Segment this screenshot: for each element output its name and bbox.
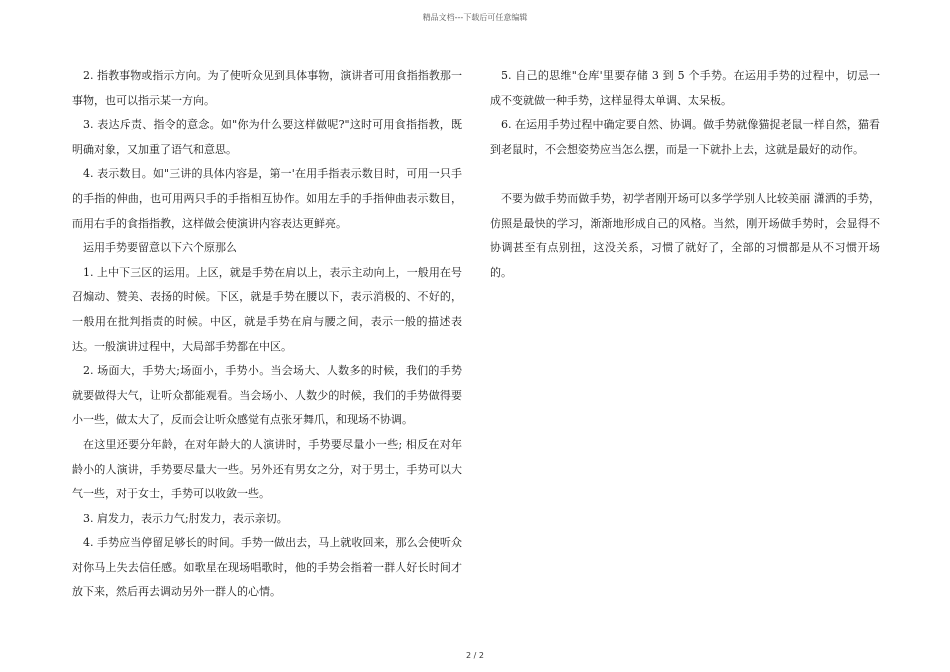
paragraph-principle-2: 2. 场面大，手势大;场面小，手势小。当会场大、人数多的时候，我们的手势就要做得大气，让听众都能观看。当会场小、人数少的时候，我们的手势做得要小一些，做太大了，反而会让听众感觉有点张牙舞爪，和现场不协调。 — [72, 364, 462, 427]
right-column — [490, 64, 880, 285]
paragraph-age-gender: 在这里还要分年龄，在对年龄大的人演讲时，手势要尽量小一些; 相反在对年龄小的人演讲，手势要尽量大一些。另外还有男女之分，对于男士，手势可以大气一些，对于女士，手势可以收敛一些。 — [72, 437, 462, 501]
paragraph-principle-1: 1. 上中下三区的运用。上区，就是手势在肩以上，表示主动向上，一般用在号召煽动、赞美、表扬的时候。下区，就是手势在腰以下，表示消极的、不好的，一般用在批判指责的时候。中区，就是手势在肩与腰之间，表示一般的描述表达。一般演讲过程中，大局部手势都在中区。 — [72, 265, 462, 353]
paragraph-gesture-number: 4. 表示数目。如"三讲的具体内容是，第一'在用手指表示数目时，可用一只手的手指的伸曲，也可用两只手的手指相互协作。如用左手的手指伸曲表示数目，而用右手的食指指教，这样做会使演讲内容表达更鲜亮。 — [72, 167, 462, 230]
section-heading-principles: 运用手势要留意以下六个原那么 — [83, 241, 237, 255]
paragraph-principle-5: 5. 自己的思维"仓库'里要存储 3 到 5 个手势。在运用手势的过程中，切忌一成不变就做一种手势，这样显得太单调、太呆板。 — [490, 69, 880, 107]
paragraph-spacer — [490, 162, 880, 187]
paragraph-principle-4: 4. 手势应当停留足够长的时间。手势一做出去，马上就收回来，那么会使听众对你马上失去信任感。如歌星在现场唱歌时，他的手势会指着一群人好长时间才放下来，然后再去调动另外一群人的心情。 — [72, 536, 462, 599]
page-number: 2 / 2 — [466, 651, 484, 660]
paragraph-closing: 不要为做手势而做手势，初学者刚开场可以多学学别人比较美丽 潇洒的手势，仿照是最快的学习，渐渐地形成自己的风格。当然，刚开场做手势时，会显得不协调甚至有点别扭，这没关系，习惯了就好了，全部的习惯都是从不习惯开场的。 — [490, 191, 880, 279]
paragraph-principle-3: 3. 肩发力，表示力气;肘发力，表示亲切。 — [83, 511, 288, 525]
page-header: 精品文档---下载后可任意编辑 — [422, 13, 528, 22]
left-column — [72, 64, 462, 605]
paragraph-gesture-rebuke: 3. 表达斥责、指令的意念。如"你为什么要这样做呢?"这时可用食指指教，既明确对象，又加重了语气和意思。 — [72, 118, 462, 156]
paragraph-gesture-point: 2. 指教事物或指示方向。为了使听众见到具体事物，演讲者可用食指指教那一事物，也可以指示某一方向。 — [72, 69, 462, 107]
paragraph-principle-6: 6. 在运用手势过程中确定要自然、协调。做手势就像猫捉老鼠一样自然，猫看到老鼠时，不会想姿势应当怎么摆，而是一下就扑上去，这就是最好的动作。 — [490, 118, 880, 156]
